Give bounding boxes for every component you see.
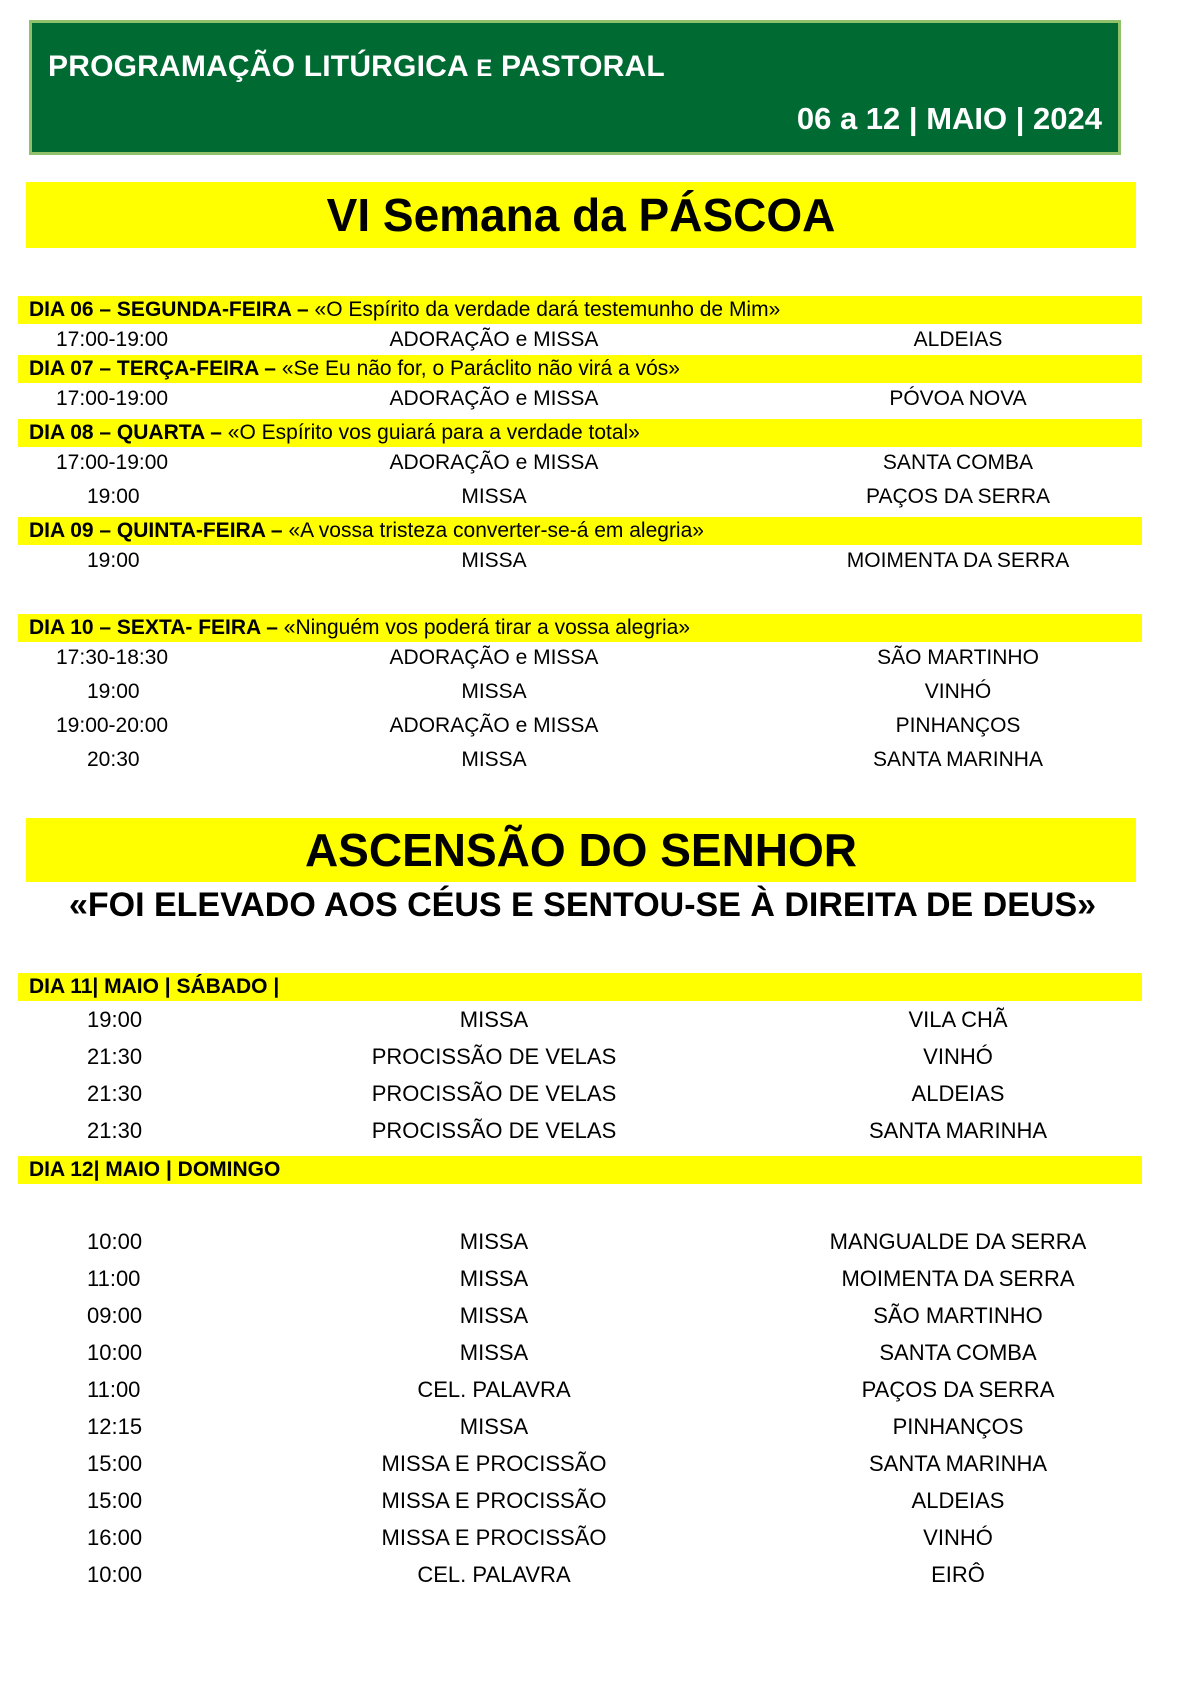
event-time: 15:00 [87,1451,143,1476]
event-activity: MISSA [459,1303,529,1328]
day-quote: «A vossa tristeza converter-se-á em alegria» [288,519,704,542]
schedule-row [0,1373,1191,1407]
event-place: SANTA MARINHA [868,1451,1048,1476]
event-place: SANTA MARINHA [868,1118,1048,1143]
day-label: DIA 11| MAIO | SÁBADO | [29,975,280,998]
event-time: 16:00 [87,1525,143,1550]
schedule-row [0,1558,1191,1592]
day-label: DIA 10 – SEXTA- FEIRA – [29,616,278,639]
event-place: VILA CHÃ [908,1007,1008,1032]
event-time: 17:00-19:00 [56,387,169,410]
schedule-row [0,482,1191,512]
event-time: 19:00-20:00 [56,714,169,737]
event-time: 12:15 [87,1414,143,1439]
schedule-row [0,711,1191,741]
event-place: PINHANÇOS [892,1414,1024,1439]
day-quote: «Ninguém vos poderá tirar a vossa alegria» [283,616,691,639]
event-activity: MISSA E PROCISSÃO [381,1451,607,1476]
event-activity: ADORAÇÃO e MISSA [389,714,599,737]
schedule-row [0,1521,1191,1555]
schedule-row [0,1077,1191,1111]
day-header [18,355,1142,383]
ascension-subtitle: «FOI ELEVADO AOS CÉUS E SENTOU-SE À DIREITA DE DEUS» [68,886,1097,924]
event-activity: ADORAÇÃO e MISSA [389,451,599,474]
schedule-row [0,1003,1191,1037]
event-time: 09:00 [87,1303,143,1328]
schedule-row [0,745,1191,775]
event-place: VINHÓ [923,1525,993,1550]
event-time: 10:00 [87,1229,143,1254]
day-quote: «Se Eu não for, o Paráclito não virá a vós» [281,357,680,380]
event-activity: ADORAÇÃO e MISSA [389,646,599,669]
event-activity: MISSA [461,748,527,771]
event-place: PAÇOS DA SERRA [861,1377,1055,1402]
event-time: 19:00 [87,680,140,703]
event-activity: MISSA [459,1340,529,1365]
header-banner [29,20,1121,155]
day-header [18,614,1142,642]
event-activity: MISSA [461,485,527,508]
day-quote: «O Espírito da verdade dará testemunho de Mim» [314,298,781,321]
event-time: 21:30 [87,1118,143,1143]
day-label: DIA 06 – SEGUNDA-FEIRA – [29,298,309,321]
event-place: PÓVOA NOVA [889,387,1027,410]
event-place: VINHÓ [924,680,992,703]
event-activity: MISSA [459,1007,529,1032]
day-header [18,1156,1142,1184]
header-title-part2: PASTORAL [501,50,665,83]
event-place: SANTA MARINHA [873,748,1043,771]
event-activity: ADORAÇÃO e MISSA [389,328,599,351]
event-time: 17:00-19:00 [56,328,169,351]
schedule-row [0,1040,1191,1074]
event-time: 19:00 [87,549,140,572]
event-time: 10:00 [87,1562,143,1587]
event-activity: MISSA [459,1414,529,1439]
event-time: 20:30 [87,748,140,771]
event-place: PINHANÇOS [895,714,1021,737]
schedule-row [0,1299,1191,1333]
event-activity: PROCISSÃO DE VELAS [371,1081,617,1106]
event-activity: MISSA [461,680,527,703]
event-activity: ADORAÇÃO e MISSA [389,387,599,410]
week-title-banner: VI Semana da PÁSCOA [26,182,1136,248]
event-time: 19:00 [87,485,140,508]
event-time: 15:00 [87,1488,143,1513]
schedule-row [0,1262,1191,1296]
event-place: SÃO MARTINHO [877,646,1039,669]
schedule-row [0,448,1191,478]
event-activity: PROCISSÃO DE VELAS [371,1044,617,1069]
event-time: 11:00 [87,1266,141,1291]
event-activity: MISSA [459,1266,529,1291]
schedule-row [0,1114,1191,1148]
event-place: SÃO MARTINHO [873,1303,1043,1328]
header-date-range: 06 a 12 | MAIO | 2024 [796,101,1102,136]
event-time: 21:30 [87,1081,143,1106]
schedule-row [0,1336,1191,1370]
event-time: 10:00 [87,1340,143,1365]
event-time: 17:00-19:00 [56,451,169,474]
event-place: SANTA COMBA [882,451,1034,474]
schedule-row [0,325,1191,355]
header-title-connector: E [476,55,493,82]
schedule-row [0,546,1191,576]
schedule-row [0,384,1191,414]
event-activity: PROCISSÃO DE VELAS [371,1118,617,1143]
event-time: 11:00 [87,1377,141,1402]
event-place: ALDEIAS [913,328,1003,351]
day-label: DIA 12| MAIO | DOMINGO [29,1158,281,1181]
event-place: ALDEIAS [911,1081,1005,1106]
event-activity: MISSA E PROCISSÃO [381,1525,607,1550]
event-place: SANTA COMBA [879,1340,1037,1365]
event-place: MOIMENTA DA SERRA [841,1266,1075,1291]
event-activity: CEL. PALAVRA [417,1377,571,1402]
schedule-row [0,1447,1191,1481]
event-place: MANGUALDE DA SERRA [829,1229,1087,1254]
schedule-row [0,1410,1191,1444]
event-place: ALDEIAS [911,1488,1005,1513]
event-time: 17:30-18:30 [56,646,169,669]
day-label: DIA 08 – QUARTA – [29,421,222,444]
schedule-row [0,677,1191,707]
event-activity: MISSA [459,1229,529,1254]
event-activity: MISSA [461,549,527,572]
header-title [48,50,665,84]
day-header [18,296,1142,324]
day-label: DIA 09 – QUINTA-FEIRA – [29,519,283,542]
ascension-title-banner: ASCENSÃO DO SENHOR [26,818,1136,882]
day-header [18,517,1142,545]
day-header [18,973,1142,1001]
schedule-row [0,643,1191,673]
header-title-part1: PROGRAMAÇÃO LITÚRGICA [48,50,468,83]
schedule-row [0,1484,1191,1518]
event-place: PAÇOS DA SERRA [866,485,1050,508]
event-time: 19:00 [87,1007,143,1032]
event-place: MOIMENTA DA SERRA [846,549,1070,572]
day-label: DIA 07 – TERÇA-FEIRA – [29,357,276,380]
event-place: EIRÔ [931,1562,985,1587]
day-quote: «O Espírito vos guiará para a verdade total» [227,421,640,444]
day-header [18,419,1142,447]
event-activity: CEL. PALAVRA [417,1562,571,1587]
schedule-row [0,1225,1191,1259]
event-place: VINHÓ [923,1044,993,1069]
event-activity: MISSA E PROCISSÃO [381,1488,607,1513]
event-time: 21:30 [87,1044,143,1069]
